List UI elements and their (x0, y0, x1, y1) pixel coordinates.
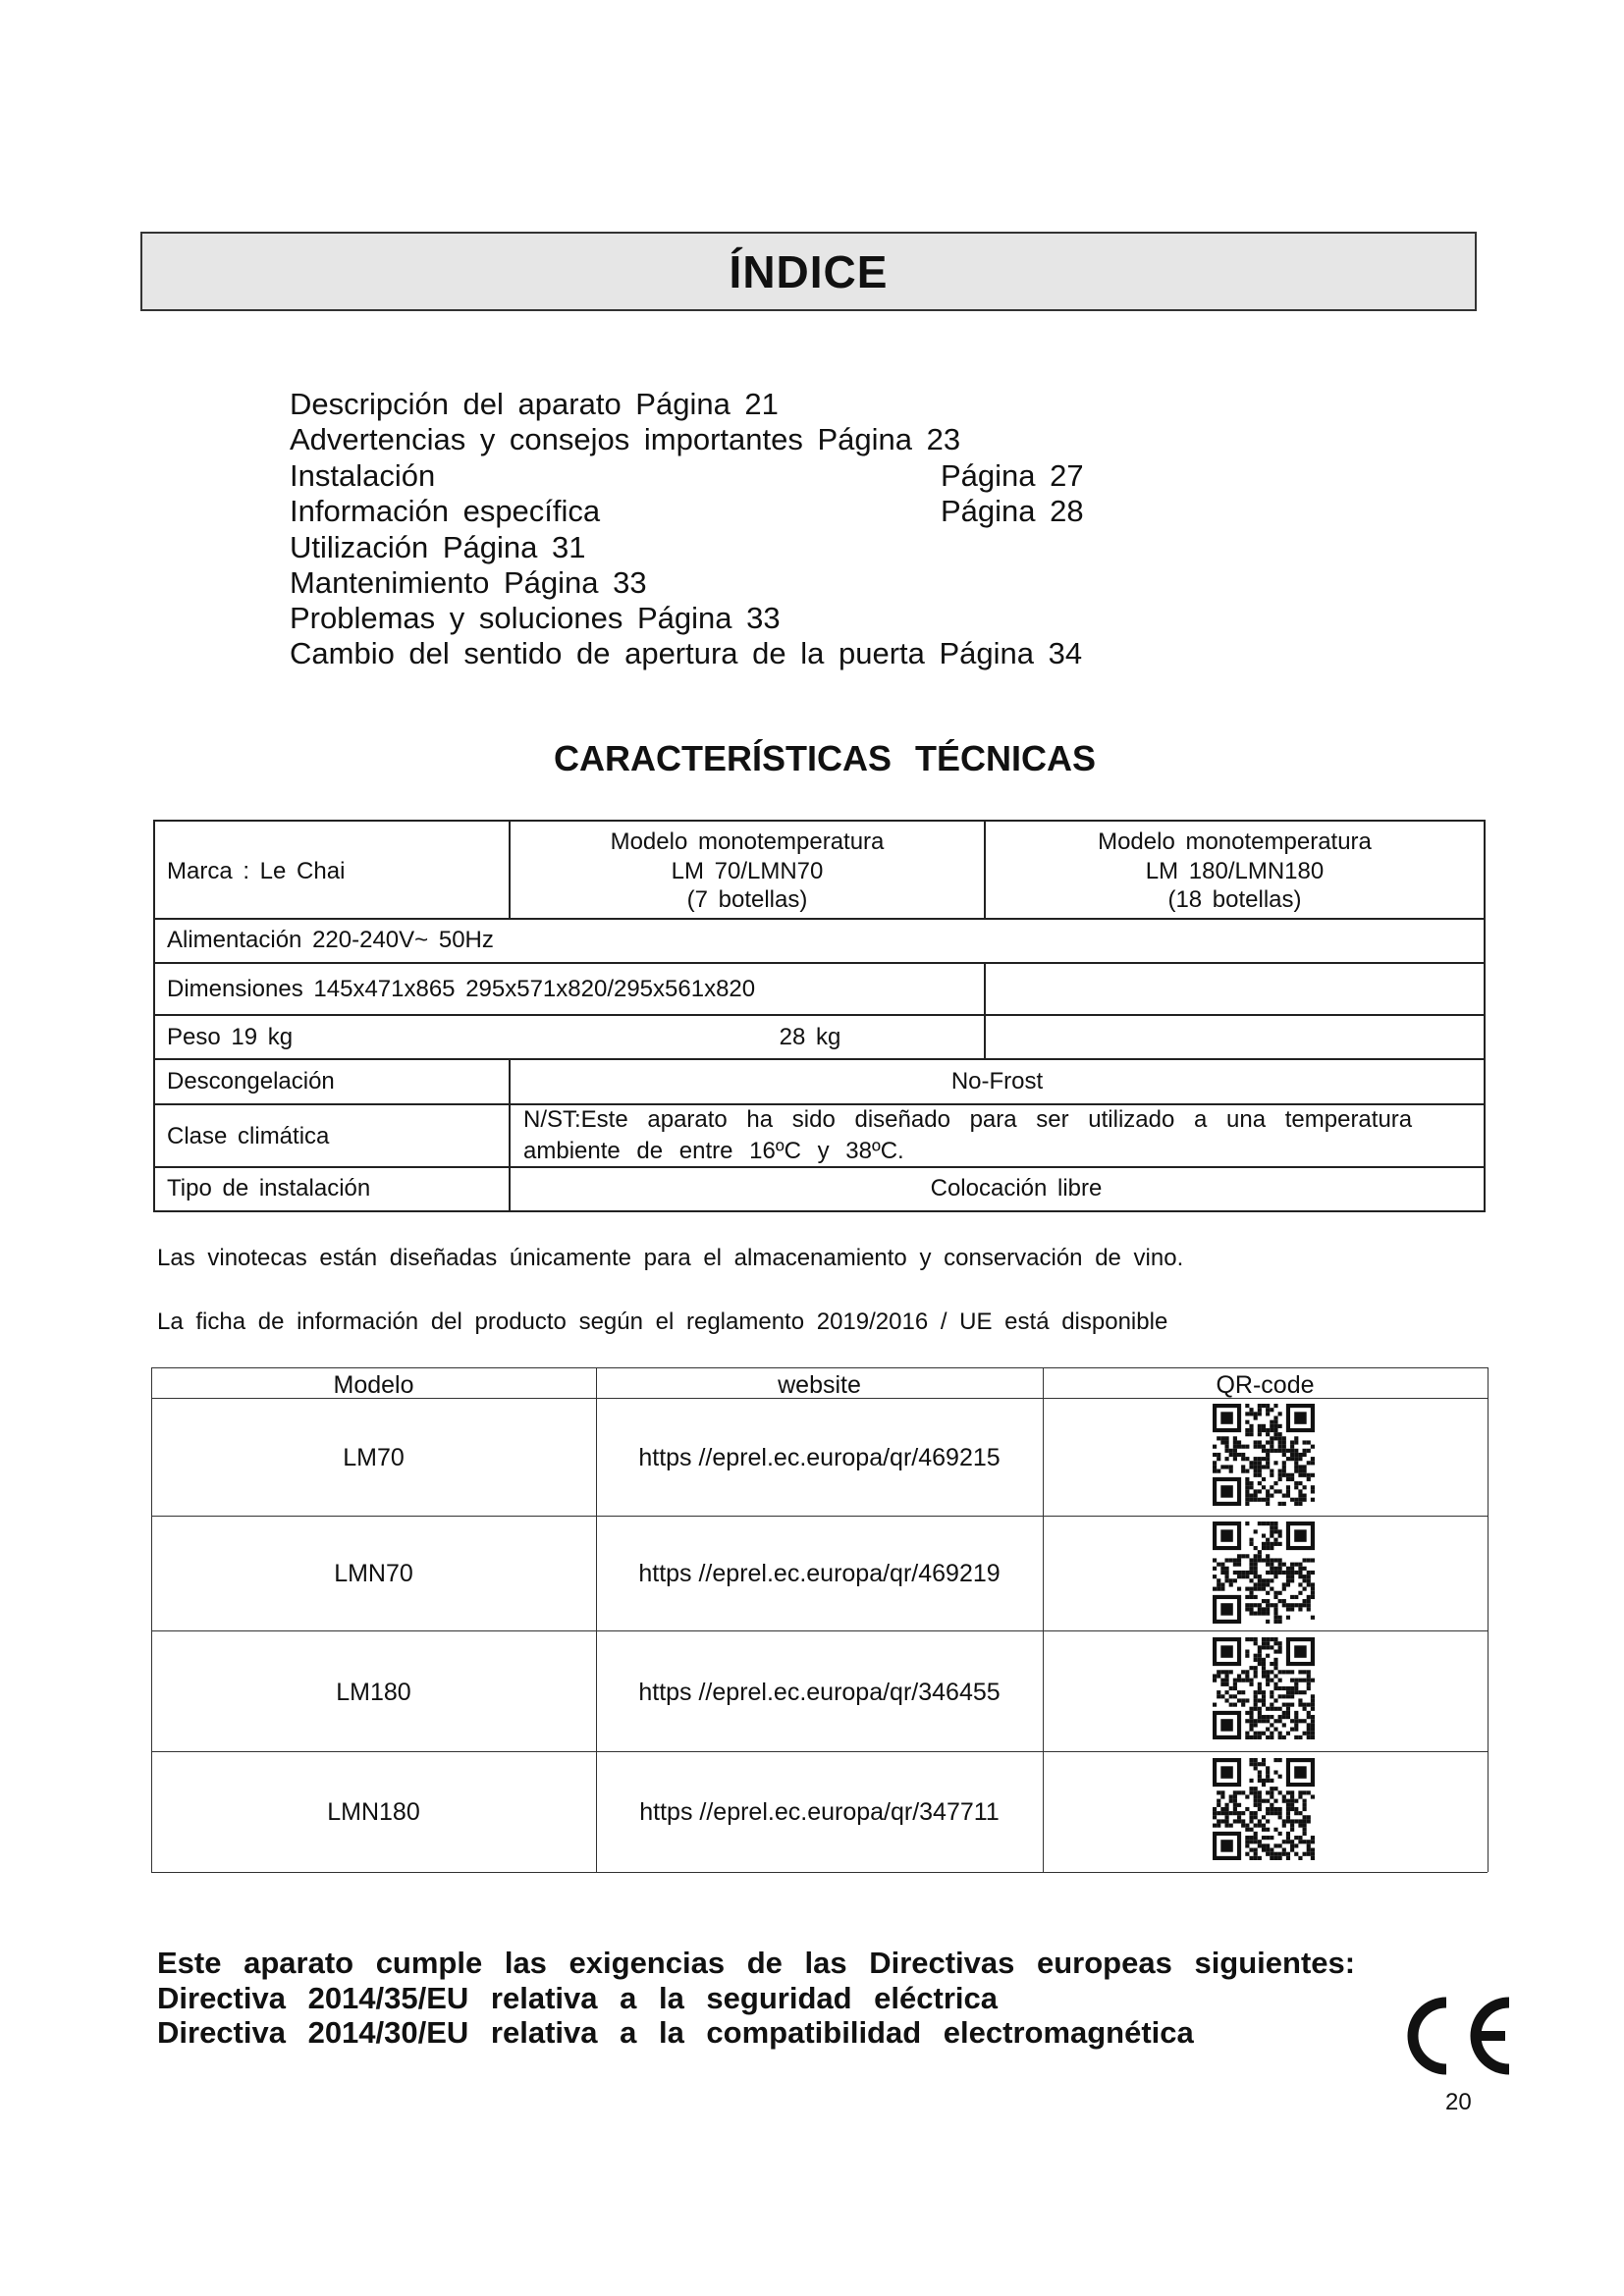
table-rule (153, 962, 1486, 964)
ce-mark-icon (1399, 1995, 1515, 2077)
table-rule (1488, 1367, 1489, 1872)
table-rule (153, 918, 1486, 920)
qr-code-icon (1213, 1637, 1315, 1739)
index-entry: Problemas y soluciones Página 33 (290, 601, 781, 635)
power-cell: Alimentación 220-240V~ 50Hz (167, 927, 494, 953)
install-label: Tipo de instalación (167, 1175, 371, 1201)
index-entry: Descripción del aparato Página 21 (290, 387, 779, 421)
defrost-value: No-Frost (950, 1068, 1044, 1095)
row-model: LMN180 (327, 1798, 420, 1826)
table-rule (1043, 1367, 1044, 1872)
model-a-line1: Modelo monotemperatura (610, 828, 885, 855)
weight-b-cell: 28 kg (779, 1024, 841, 1050)
index-entry: Información específica (290, 494, 601, 528)
index-entry: Instalación (290, 458, 436, 493)
index-entry: Utilización Página 31 (290, 530, 586, 564)
brand-cell: Marca : Le Chai (167, 858, 346, 884)
index-entry: Cambio del sentido de apertura de la puerta Página 34 (290, 636, 1083, 670)
table-rule (153, 820, 1486, 822)
table-rule (151, 1367, 1488, 1368)
climate-text-line1: N/ST:Este aparato ha sido diseñado para ser utilizado a una temperatura (523, 1106, 1413, 1133)
defrost-label: Descongelación (167, 1068, 335, 1095)
page-number: 20 (1445, 2089, 1472, 2115)
table-rule (153, 1210, 1486, 1212)
specs-title: CARACTERÍSTICAS TÉCNICAS (553, 738, 1096, 778)
table-rule (153, 1014, 1486, 1016)
row-url: https //eprel.ec.europa/qr/346455 (638, 1679, 1001, 1706)
index-entry-page: Página 28 (941, 494, 1084, 528)
directive-intro: Este aparato cumple las exigencias de las Directivas europeas siguientes: (157, 1946, 1356, 1980)
table-rule (153, 820, 155, 1210)
directive-emc: Directiva 2014/30/EU relativa a la compatibilidad electromagnética (157, 2015, 1194, 2050)
row-url: https //eprel.ec.europa/qr/469219 (638, 1560, 1001, 1587)
header-qr: QR-code (1216, 1371, 1315, 1399)
model-a-line2: LM 70/LMN70 (671, 858, 824, 884)
table-rule (151, 1751, 1488, 1752)
climate-text-line2: ambiente de entre 16ºC y 38ºC. (523, 1138, 904, 1164)
index-title: ÍNDICE (729, 245, 889, 297)
model-b-line3: (18 botellas) (1167, 886, 1302, 913)
index-entry: Advertencias y consejos importantes Página 23 (290, 422, 961, 456)
weight-cell: Peso 19 kg (167, 1024, 294, 1050)
header-model: Modelo (333, 1371, 414, 1399)
row-model: LM70 (343, 1444, 405, 1471)
row-url: https //eprel.ec.europa/qr/469215 (638, 1444, 1001, 1471)
install-value: Colocación libre (930, 1175, 1103, 1201)
model-b-line1: Modelo monotemperatura (1098, 828, 1372, 855)
eprel-info-note: La ficha de información del producto según el reglamento 2019/2016 / UE está disponible (157, 1308, 1168, 1335)
directive-safety: Directiva 2014/35/EU relativa a la seguridad eléctrica (157, 1981, 999, 2015)
header-website: website (778, 1371, 861, 1399)
index-entry: Mantenimiento Página 33 (290, 565, 647, 600)
dimensions-cell: Dimensiones 145x471x865 295x571x820/295x561x820 (167, 976, 756, 1002)
climate-label: Clase climática (167, 1123, 330, 1149)
row-model: LM180 (336, 1679, 411, 1706)
table-rule (153, 1166, 1486, 1168)
row-model: LMN70 (334, 1560, 413, 1587)
table-rule (151, 1872, 1488, 1873)
model-b-line2: LM 180/LMN180 (1145, 858, 1325, 884)
table-rule (151, 1516, 1488, 1517)
row-url: https //eprel.ec.europa/qr/347711 (639, 1798, 1000, 1826)
wine-use-note: Las vinotecas están diseñadas únicamente para el almacenamiento y conservación de vino. (157, 1245, 1184, 1271)
index-title-box (140, 232, 1477, 311)
qr-code-icon (1213, 1404, 1315, 1506)
qr-code-icon (1213, 1758, 1315, 1860)
table-rule (1484, 820, 1486, 1210)
model-a-line3: (7 botellas) (686, 886, 808, 913)
qr-code-icon (1213, 1522, 1315, 1624)
index-entry-page: Página 27 (941, 458, 1084, 493)
table-rule (151, 1630, 1488, 1631)
table-rule (153, 1058, 1486, 1060)
